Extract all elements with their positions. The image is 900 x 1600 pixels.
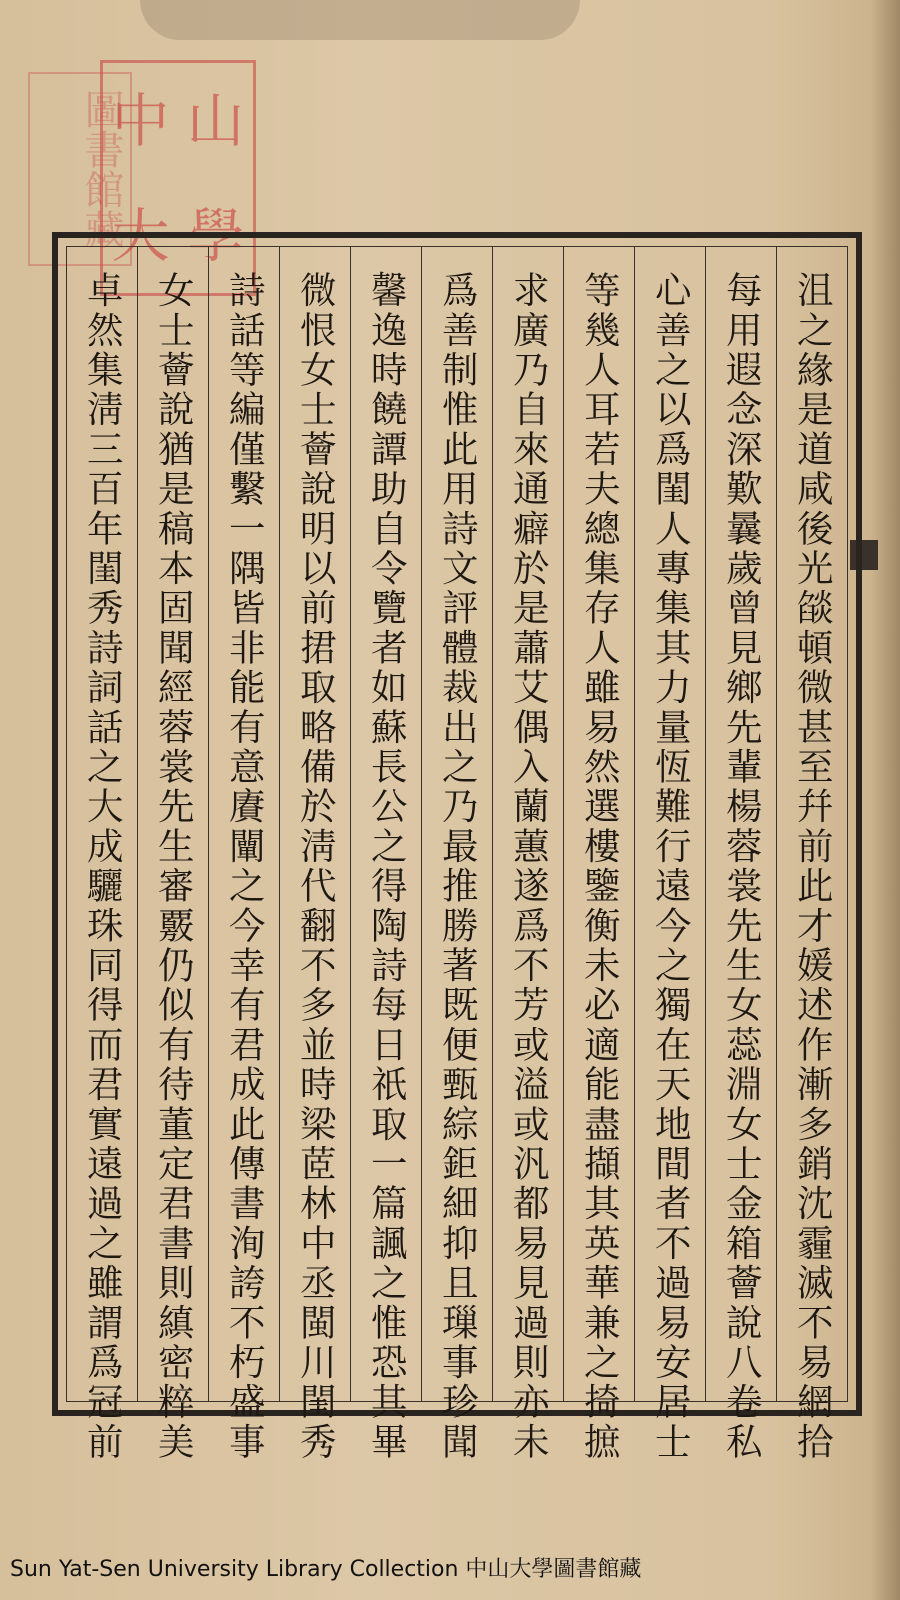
column-text: 女士薈說猶是稿本固聞經蓉裳先生審覈仍似有待董定君書則縝密粹美 [152, 271, 196, 1462]
text-column-7 [350, 247, 421, 1462]
column-text: 等幾人耳若夫總集存人雖易然選樓鑒衡未必適能盡擷其英華兼之掎摭 [578, 271, 622, 1462]
column-text: 每用遐念深歎曩歲曾見鄉先輩楊蓉裳先生女蕊淵女士金箱薈說八卷私 [720, 271, 764, 1462]
text-column-1 [776, 247, 847, 1462]
text-frame [52, 232, 862, 1462]
column-text: 詩話等編僅繫一隅皆非能有意賡闡之今幸有君成此傳書洵誇不朽盛事 [223, 271, 267, 1462]
column-text: 微恨女士薈說明以前捃取略備於淸代翻不多並時梁茝林中丞閩川閨秀 [294, 271, 338, 1462]
column-text: 爲善制惟此用詩文評體裁出之乃最推勝著既便甄綜鉅細抑且璅事珍聞 [436, 271, 480, 1462]
library-seal-outer: 圖書館藏 [28, 72, 132, 266]
seal-char: 大 [111, 201, 170, 270]
column-text: 馨逸時饒譚助自令覽者如蘇長公之得陶詩每日祇取一篇諷之惟恐其畢 [365, 271, 409, 1462]
seal-char: 學 [186, 201, 245, 270]
text-columns [66, 246, 848, 1462]
text-column-2 [705, 247, 776, 1462]
column-text: 心善之以爲閨人專集其力量恆難行遠今之獨在天地間者不過易安居士 [649, 271, 693, 1462]
text-column-3 [634, 247, 705, 1462]
column-text: 沮之緣是道咸後光燄頓微甚至幷前此才媛述作漸多銷沈霾滅不易網拾 [791, 271, 835, 1462]
text-column-10 [137, 247, 208, 1462]
text-column-4 [563, 247, 634, 1462]
text-column-6 [421, 247, 492, 1462]
text-column-9 [208, 247, 279, 1462]
text-column-5 [492, 247, 563, 1462]
seal-char: 山 [186, 86, 245, 155]
text-column-8 [279, 247, 350, 1462]
column-text: 求廣乃自來通癖於是蕭艾偶入蘭蕙遂爲不芳或溢或汎都易見過則亦未 [507, 271, 551, 1462]
collection-credit: Sun Yat-Sen University Library Collection 中山大學圖書館藏 [10, 1557, 642, 1582]
paper-stain [140, 0, 580, 40]
column-text: 卓然集淸三百年閨秀詩詞話之大成驪珠同得而君實遠過之雖謂爲冠前 [81, 271, 125, 1462]
page-edge-shadow [870, 0, 900, 1600]
seal-char: 中 [111, 86, 170, 155]
text-column-11 [67, 247, 137, 1462]
